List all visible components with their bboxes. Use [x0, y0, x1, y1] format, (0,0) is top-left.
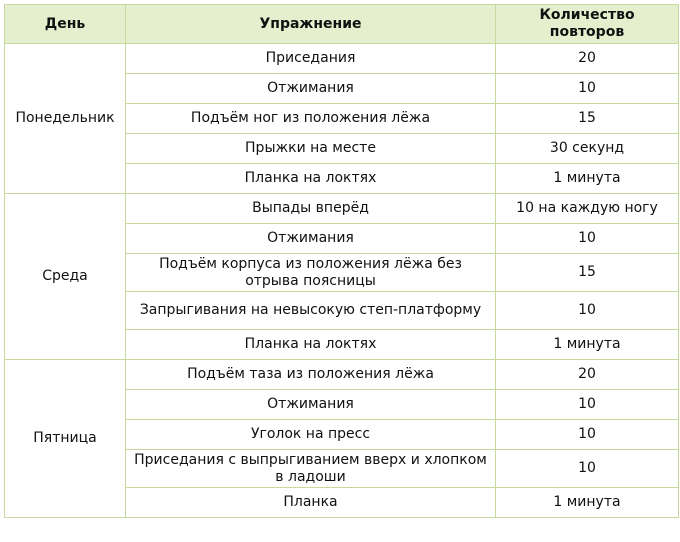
reps-cell: 10 [496, 74, 679, 104]
exercise-cell: Выпады вперёд [126, 194, 496, 224]
header-day: День [5, 5, 126, 44]
exercise-cell: Планка на локтях [126, 164, 496, 194]
reps-cell: 15 [496, 104, 679, 134]
reps-cell: 20 [496, 44, 679, 74]
exercise-cell: Подъём таза из положения лёжа [126, 360, 496, 390]
header-reps: Количество повторов [496, 5, 679, 44]
exercise-cell: Отжимания [126, 74, 496, 104]
exercise-cell: Приседания с выпрыгиванием вверх и хлопком в ладоши [126, 450, 496, 488]
reps-cell: 10 [496, 224, 679, 254]
exercise-cell: Уголок на пресс [126, 420, 496, 450]
day-cell-wednesday: Среда [5, 194, 126, 360]
exercise-cell: Подъём ног из положения лёжа [126, 104, 496, 134]
reps-cell: 30 секунд [496, 134, 679, 164]
reps-cell: 10 [496, 420, 679, 450]
reps-cell: 15 [496, 254, 679, 292]
table-row [5, 44, 679, 74]
exercise-cell: Подъём корпуса из положения лёжа без отрыва поясницы [126, 254, 496, 292]
exercise-cell: Планка на локтях [126, 330, 496, 360]
exercise-cell: Отжимания [126, 390, 496, 420]
reps-cell: 10 [496, 390, 679, 420]
day-cell-friday: Пятница [5, 360, 126, 518]
reps-cell: 1 минута [496, 164, 679, 194]
table-row [5, 194, 679, 224]
header-exercise: Упражнение [126, 5, 496, 44]
reps-cell: 10 [496, 450, 679, 488]
reps-cell: 10 [496, 292, 679, 330]
reps-cell: 1 минута [496, 330, 679, 360]
exercise-cell: Планка [126, 488, 496, 518]
reps-cell: 10 на каждую ногу [496, 194, 679, 224]
workout-table [4, 4, 679, 518]
reps-cell: 20 [496, 360, 679, 390]
exercise-cell: Отжимания [126, 224, 496, 254]
day-cell-monday: Понедельник [5, 44, 126, 194]
reps-cell: 1 минута [496, 488, 679, 518]
exercise-cell: Прыжки на месте [126, 134, 496, 164]
table-header-row [5, 5, 679, 44]
exercise-cell: Запрыгивания на невысокую степ-платформу [126, 292, 496, 330]
exercise-cell: Приседания [126, 44, 496, 74]
table-row [5, 360, 679, 390]
